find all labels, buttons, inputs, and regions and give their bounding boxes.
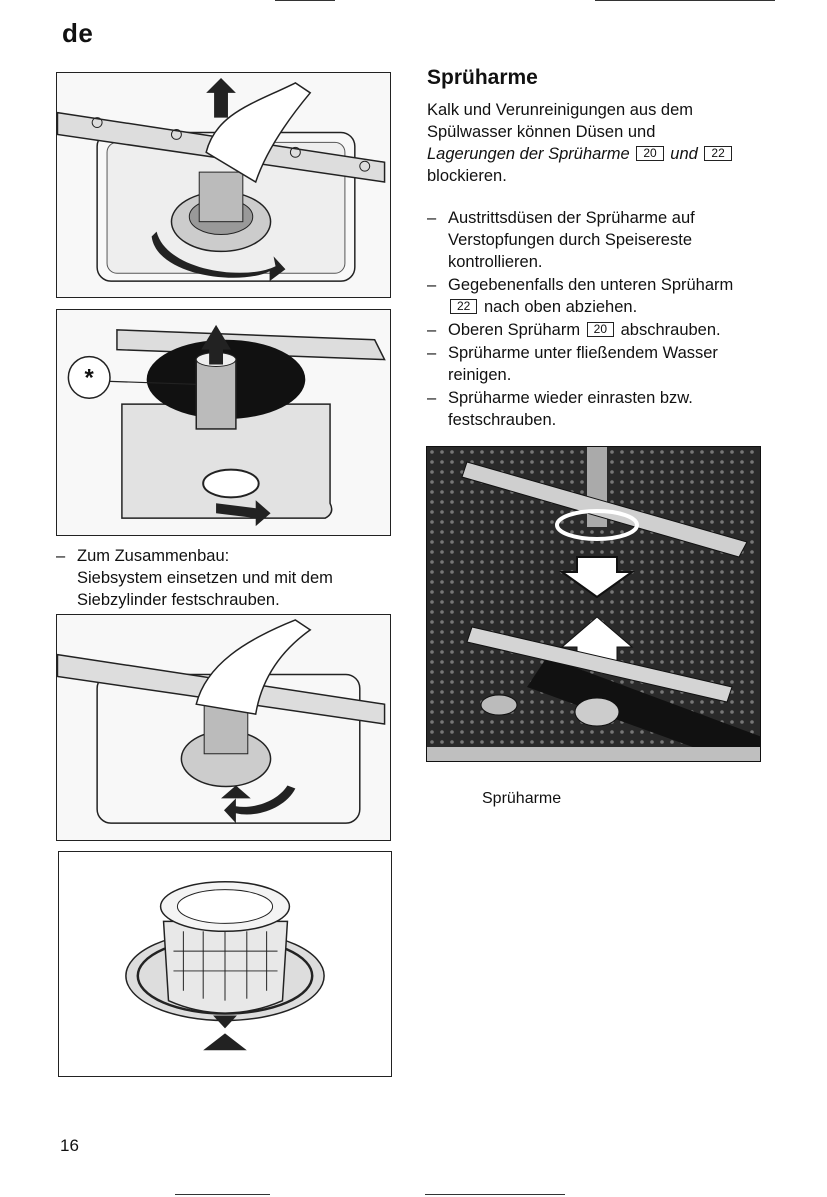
intro-line-4: blockieren. (427, 167, 507, 185)
photo-caption: Sprüharme (482, 790, 562, 807)
step-item (427, 207, 772, 273)
figure-unscrew-filter (56, 72, 391, 298)
assembly-line-2: Siebsystem einsetzen und mit dem (77, 569, 333, 587)
intro-line-2: Spülwasser können Düsen und (427, 123, 656, 141)
intro-line-3-text: Lagerungen der Sprüharme (427, 145, 630, 163)
spray-arms-photo (426, 446, 761, 762)
assembly-line-1: – Zum Zusammenbau: (77, 547, 230, 565)
step-text: Sprüharme unter fließendem Wasser reinigen. (448, 344, 718, 384)
page-number: 16 (60, 1136, 79, 1155)
step-text: nach oben abziehen. (483, 298, 638, 316)
step-item (427, 319, 772, 341)
intro-line-3-mid: und (670, 145, 698, 163)
figure-filter-removed-drawing (57, 310, 390, 535)
figure-screw-filter-drawing (57, 615, 390, 840)
figure-screw-filter (56, 614, 391, 841)
intro-line-1: Kalk und Verunreinigungen aus dem (427, 101, 694, 119)
reference-box-20: 20 (636, 146, 663, 161)
step-item (427, 274, 772, 318)
callout-asterisk: * (84, 364, 94, 392)
step-text: Gegebenenfalls den unteren Sprüharm (448, 276, 734, 294)
spray-arms-photo-drawing (427, 447, 761, 762)
language-label: de (62, 18, 94, 48)
top-edge-mark (595, 0, 775, 1)
step-text: Sprüharme wieder einrasten bzw. festschrauben. (448, 389, 693, 429)
top-edge-mark (275, 0, 335, 1)
bottom-edge-mark (175, 1194, 270, 1195)
step-text: Austrittsdüsen der Sprüharme auf Verstopfungen durch Speisereste kontrollieren. (448, 209, 695, 271)
step-list (427, 207, 772, 432)
reference-box-20: 20 (587, 322, 614, 337)
reference-box-22: 22 (450, 299, 477, 314)
bottom-edge-mark (425, 1194, 565, 1195)
figure-filter-removed (56, 309, 391, 536)
figure-filter-detail (58, 851, 392, 1077)
section-title: Sprüharme (427, 66, 538, 89)
assembly-instruction (56, 545, 376, 611)
intro-paragraph (427, 99, 772, 187)
step-item (427, 342, 772, 386)
assembly-line-3: Siebzylinder festschrauben. (77, 591, 280, 609)
step-item (427, 387, 772, 431)
reference-box-22: 22 (704, 146, 731, 161)
figure-filter-detail-drawing (59, 852, 391, 1076)
step-text: Oberen Sprüharm (448, 321, 581, 339)
step-text: abschrauben. (620, 321, 721, 339)
intro-line-3 (427, 143, 772, 165)
figure-unscrew-filter-drawing (57, 73, 390, 297)
